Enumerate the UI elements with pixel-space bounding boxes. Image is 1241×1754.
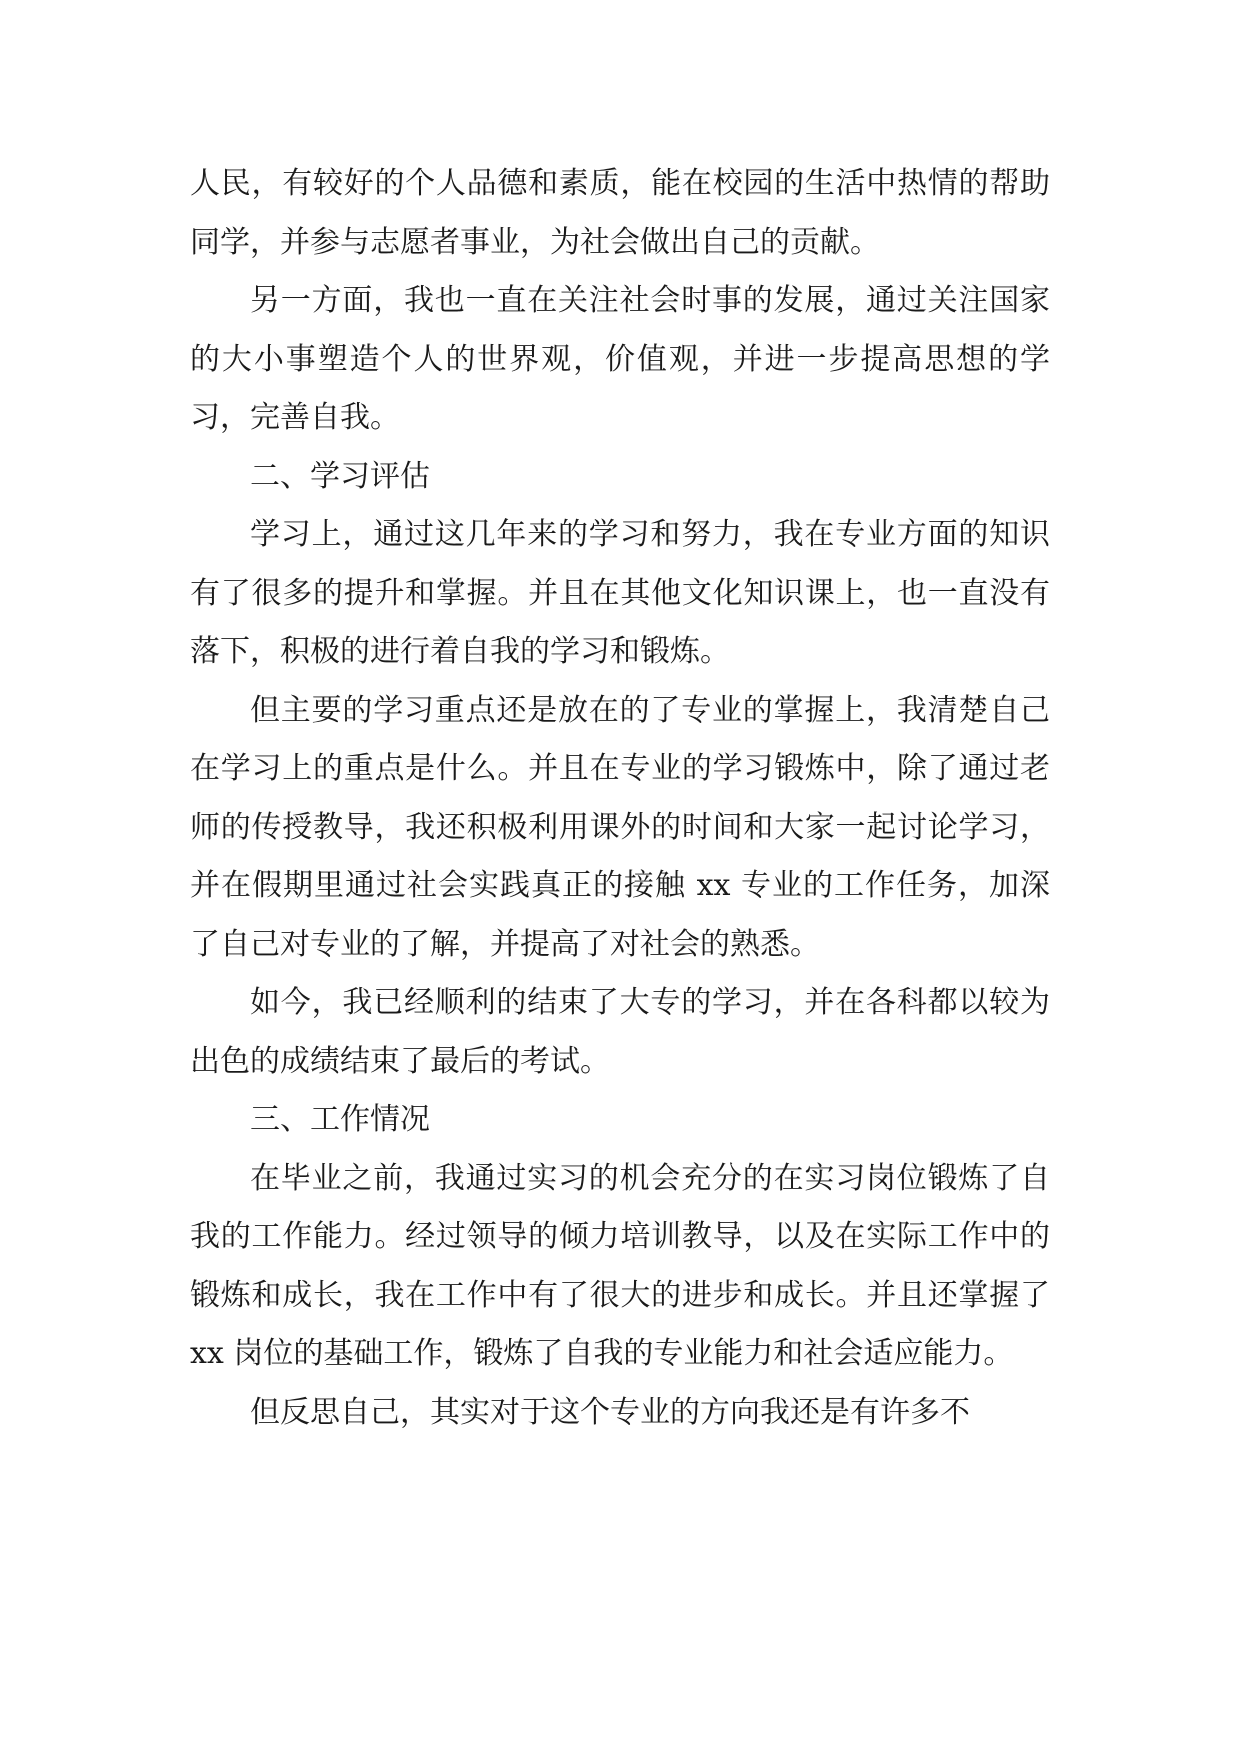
paragraph: 但反思自己，其实对于这个专业的方向我还是有许多不 [250, 1394, 970, 1430]
paragraph: 但主要的学习重点还是放在的了专业的掌握上，我清楚自己在学习上的重点是什么。并且在专业的学习锻炼中，除了通过老师的传授教导，我还积极利用课外的时间和大家一起讨论学习，并在假期里通过社会实践真正的接触 xx 专业的工作任务，加深了自己对专业的了解，并提高了对社会的熟悉。 [190, 692, 1050, 962]
paragraph: 另一方面，我也一直在关注社会时事的发展，通过关注国家的大小事塑造个人的世界观，价值观，并进一步提高思想的学习，完善自我。 [190, 283, 1050, 435]
paragraph: 在毕业之前，我通过实习的机会充分的在实习岗位锻炼了自我的工作能力。经过领导的倾力培训教导，以及在实际工作中的锻炼和成长，我在工作中有了很大的进步和成长。并且还掌握了 xx 岗位的基础工作，锻炼了自我的专业能力和社会适应能力。 [190, 1160, 1050, 1371]
paragraph: 学习上，通过这几年来的学习和努力，我在专业方面的知识有了很多的提升和掌握。并且在其他文化知识课上，也一直没有落下，积极的进行着自我的学习和锻炼。 [190, 517, 1050, 669]
document-body [190, 155, 1050, 1442]
section-heading: 三、工作情况 [250, 1102, 430, 1137]
paragraph: 如今，我已经顺利的结束了大专的学习，并在各科都以较为出色的成绩结束了最后的考试。 [190, 985, 1050, 1079]
paragraph: 人民，有较好的个人品德和素质，能在校园的生活中热情的帮助同学，并参与志愿者事业，为社会做出自己的贡献。 [190, 166, 1050, 260]
section-heading: 二、学习评估 [250, 458, 430, 494]
